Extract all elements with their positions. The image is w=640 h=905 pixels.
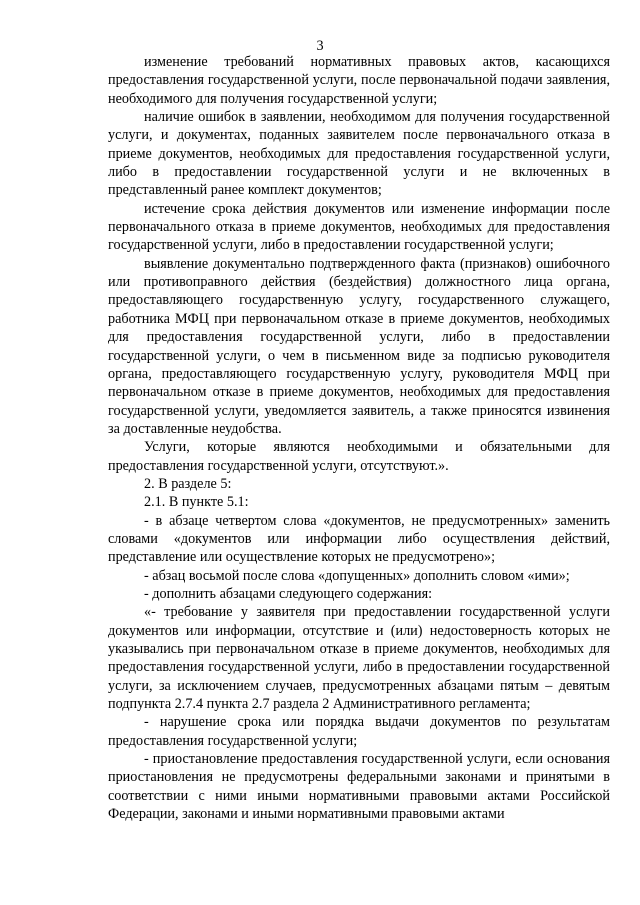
paragraph: - в абзаце четвертом слова «документов, не предусмотренных» заменить словами «документов или информации либо осуществления действий, представление или осуществление которых не предусмотрено»; — [108, 512, 610, 566]
paragraph: - приостановление предоставления государственной услуги, если основания приостановления не предусмотрены федеральными законами и принятыми в соответствии с ними иными нормативными правовыми актами Российской Федерации, законами и иными нормативными правовыми актами — [108, 751, 610, 823]
paragraph: изменение требований нормативных правовых актов, касающихся предоставления государственной услуги, после первоначальной подачи заявления, необходимого для получения государственной услуги; — [108, 54, 610, 107]
paragraph: выявление документально подтвержденного факта (признаков) ошибочного или противоправного действия (бездействия) должностного лица органа, предоставляющего государственную услугу, государственного служащего, работника МФЦ при первоначальном отказе в приеме документов, необходимых для предоставления государственной услуги, либо в предоставлении государственной услуги, о чем в письменном виде за подписью руководителя органа, предоставляющего государственную услугу, руководителя МФЦ при первоначальном отказе в приеме документов, необходимых для предоставления государственной услуги, уведомляется заявитель, а также приносятся извинения за доставленные неудобства. — [108, 255, 610, 437]
paragraph: - дополнить абзацами следующего содержания: — [144, 585, 433, 602]
paragraph: «- требование у заявителя при предоставлении государственной услуги документов или информации, отсутствие и (или) недостоверность которых не указывались при первоначальном отказе в приеме документов, необходимых для предоставления государственной услуги, либо в предоставлении государственной услуги, за исключением случаев, предусмотренных абзацами пятым – девятым подпункта 2.7.4 пункта 2.7 раздела 2 Административного регламента; — [108, 604, 610, 713]
paragraph: - нарушение срока или порядка выдачи документов по результатам предоставления государственной услуги; — [108, 714, 610, 749]
page-number: 3 — [316, 38, 324, 54]
section-heading: 2. В разделе 5: — [144, 475, 232, 492]
paragraph: истечение срока действия документов или изменение информации после первоначального отказа в приеме документов, необходимых для предоставления государственной услуги, либо в предоставлении государственной услуги; — [108, 200, 610, 254]
paragraph: Услуги, которые являются необходимыми и обязательными для предоставления государственной услуги, отсутствуют.». — [108, 439, 610, 474]
subsection-heading: 2.1. В пункте 5.1: — [144, 494, 249, 511]
document-body — [108, 53, 610, 823]
paragraph: - абзац восьмой после слова «допущенных» дополнить словом «ими»; — [144, 567, 570, 584]
paragraph: наличие ошибок в заявлении, необходимом для получения государственной услуги, и документах, поданных заявителем после первоначального отказа в приеме документов, необходимых для предоставления государственной услуги, либо в предоставлении государственной услуги и не включенных в представленный ранее комплект документов; — [108, 109, 610, 199]
